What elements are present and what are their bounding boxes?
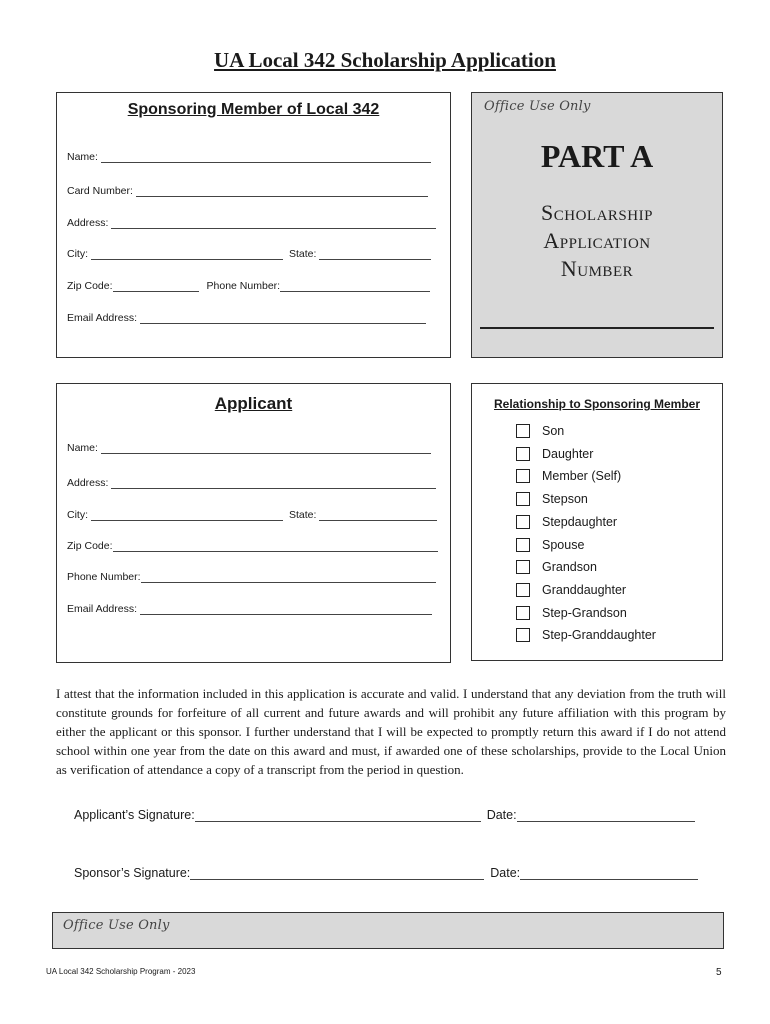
checkbox[interactable] — [516, 560, 530, 574]
relationship-option[interactable] — [516, 469, 621, 483]
application-line: Application — [543, 228, 651, 253]
relationship-option-label: Step-Granddaughter — [542, 628, 656, 643]
relationship-option[interactable] — [516, 628, 656, 642]
applicant-city-label: City: — [67, 509, 88, 521]
relationship-option[interactable] — [516, 560, 597, 574]
relationship-option[interactable] — [516, 515, 617, 529]
relationship-option-label: Member (Self) — [542, 469, 622, 484]
applicant-heading: Applicant — [214, 394, 293, 413]
checkbox[interactable] — [516, 606, 530, 620]
sponsor-email-label: Email Address: — [67, 312, 138, 324]
sponsor-state-label: State: — [289, 248, 317, 260]
page-number: 5 — [716, 967, 722, 978]
applicant-phone-label: Phone Number: — [67, 571, 141, 583]
part-a-heading: PART A — [540, 138, 654, 174]
applicant-signature-line[interactable] — [195, 811, 481, 822]
sponsor-email-field[interactable] — [67, 312, 426, 324]
applicant-name-field[interactable] — [67, 442, 431, 454]
applicant-email-field[interactable] — [67, 603, 432, 615]
footer-program: UA Local 342 Scholarship Program - 2023 — [46, 967, 196, 976]
applicant-zip-label: Zip Code: — [67, 540, 113, 552]
applicant-address-label: Address: — [67, 477, 109, 489]
applicant-address-field[interactable] — [67, 477, 436, 489]
bottom-office-use-label: Office Use Only — [63, 918, 170, 933]
checkbox[interactable] — [516, 492, 530, 506]
applicant-state-line[interactable] — [319, 510, 437, 521]
relationship-option[interactable] — [516, 606, 627, 620]
applicant-city-line[interactable] — [91, 510, 283, 521]
applicant-zip-field[interactable] — [67, 540, 438, 552]
sponsor-card-label: Card Number: — [67, 185, 133, 197]
sponsor-address-field[interactable] — [67, 217, 436, 229]
relationship-option-label: Son — [542, 424, 565, 438]
sponsor-city-field[interactable] — [67, 248, 431, 260]
sponsor-section — [56, 92, 451, 358]
applicant-section — [56, 383, 451, 663]
applicant-name-line[interactable] — [101, 443, 431, 454]
applicant-phone-field[interactable] — [67, 571, 436, 583]
relationship-option-label: Daughter — [542, 446, 594, 461]
sponsor-signature-row[interactable] — [74, 866, 698, 880]
scholarship-number-label — [472, 199, 722, 283]
sponsor-city-label: City: — [67, 248, 88, 260]
relationship-option[interactable] — [516, 447, 593, 461]
sponsor-city-line[interactable] — [91, 249, 283, 260]
relationship-option-label: Grandson — [542, 560, 597, 575]
relationship-option[interactable] — [516, 492, 588, 506]
sponsor-name-line[interactable] — [101, 152, 431, 163]
sponsor-date-line[interactable] — [520, 869, 698, 880]
checkbox[interactable] — [516, 538, 530, 552]
scholarship-line: Scholarship — [541, 200, 653, 225]
checkbox[interactable] — [516, 447, 530, 461]
sponsor-address-line[interactable] — [111, 218, 436, 229]
sponsor-state-line[interactable] — [319, 249, 431, 260]
sponsor-email-line[interactable] — [140, 313, 426, 324]
sponsor-date-label: Date: — [490, 866, 521, 880]
scholarship-number-field[interactable] — [480, 327, 714, 329]
checkbox[interactable] — [516, 424, 530, 438]
applicant-email-line[interactable] — [140, 604, 432, 615]
attestation-text: I attest that the information included in this application is accurate and valid. I understand that any deviation from the truth will constitute grounds for forfeiture of all current and future awards and will prohibit any future affiliation with this program by either the applicant or this sponsor. I further understand that I will be expected to promptly return this award if I do not attend school within one year from the date on this award and must, if awarded one of these scholarships, provide to the Local Union as verification of attendance a copy of a transcript from the period in question. — [56, 686, 726, 777]
relationship-option-label: Step-Grandson — [542, 605, 627, 620]
page-title: UA Local 342 Scholarship Application — [214, 48, 556, 72]
applicant-date-label: Date: — [486, 808, 517, 822]
office-use-label: Office Use Only — [484, 99, 591, 114]
applicant-name-label: Name: — [67, 442, 98, 454]
sponsor-name-label: Name: — [67, 151, 98, 163]
applicant-phone-line[interactable] — [141, 572, 436, 583]
relationship-option-label: Spouse — [542, 537, 585, 552]
number-line: Number — [560, 256, 634, 281]
sponsor-phone-line[interactable] — [280, 281, 430, 292]
sponsor-zip-line[interactable] — [113, 281, 199, 292]
applicant-state-label: State: — [289, 509, 317, 521]
relationship-option[interactable] — [516, 538, 584, 552]
checkbox[interactable] — [516, 469, 530, 483]
applicant-email-label: Email Address: — [67, 603, 138, 615]
checkbox[interactable] — [516, 628, 530, 642]
sponsor-zip-label: Zip Code: — [67, 280, 113, 292]
applicant-address-line[interactable] — [111, 478, 436, 489]
sponsor-signature-label: Sponsor’s Signature: — [74, 866, 191, 880]
relationship-option[interactable] — [516, 583, 626, 597]
relationship-heading: Relationship to Sponsoring Member — [493, 397, 700, 411]
applicant-signature-row[interactable] — [74, 808, 695, 822]
office-use-box — [471, 92, 723, 358]
applicant-signature-label: Applicant’s Signature: — [74, 808, 195, 822]
checkbox[interactable] — [516, 515, 530, 529]
bottom-office-use-box — [52, 912, 724, 949]
checkbox[interactable] — [516, 583, 530, 597]
applicant-date-line[interactable] — [517, 811, 695, 822]
sponsor-address-label: Address: — [67, 217, 109, 229]
relationship-section — [471, 383, 723, 661]
sponsor-card-field[interactable] — [67, 185, 428, 197]
applicant-city-field[interactable] — [67, 509, 437, 521]
sponsor-signature-line[interactable] — [190, 869, 484, 880]
sponsor-zip-field[interactable] — [67, 280, 430, 292]
relationship-option-label: Stepdaughter — [542, 514, 618, 529]
sponsor-card-line[interactable] — [136, 186, 428, 197]
sponsor-phone-label: Phone Number: — [206, 280, 281, 292]
sponsor-heading: Sponsoring Member of Local 342 — [127, 101, 380, 118]
relationship-option-label: Granddaughter — [542, 582, 627, 597]
relationship-option[interactable] — [516, 424, 564, 438]
sponsor-name-field[interactable] — [67, 151, 431, 163]
relationship-option-label: Stepson — [542, 492, 588, 507]
applicant-zip-line[interactable] — [113, 541, 438, 552]
